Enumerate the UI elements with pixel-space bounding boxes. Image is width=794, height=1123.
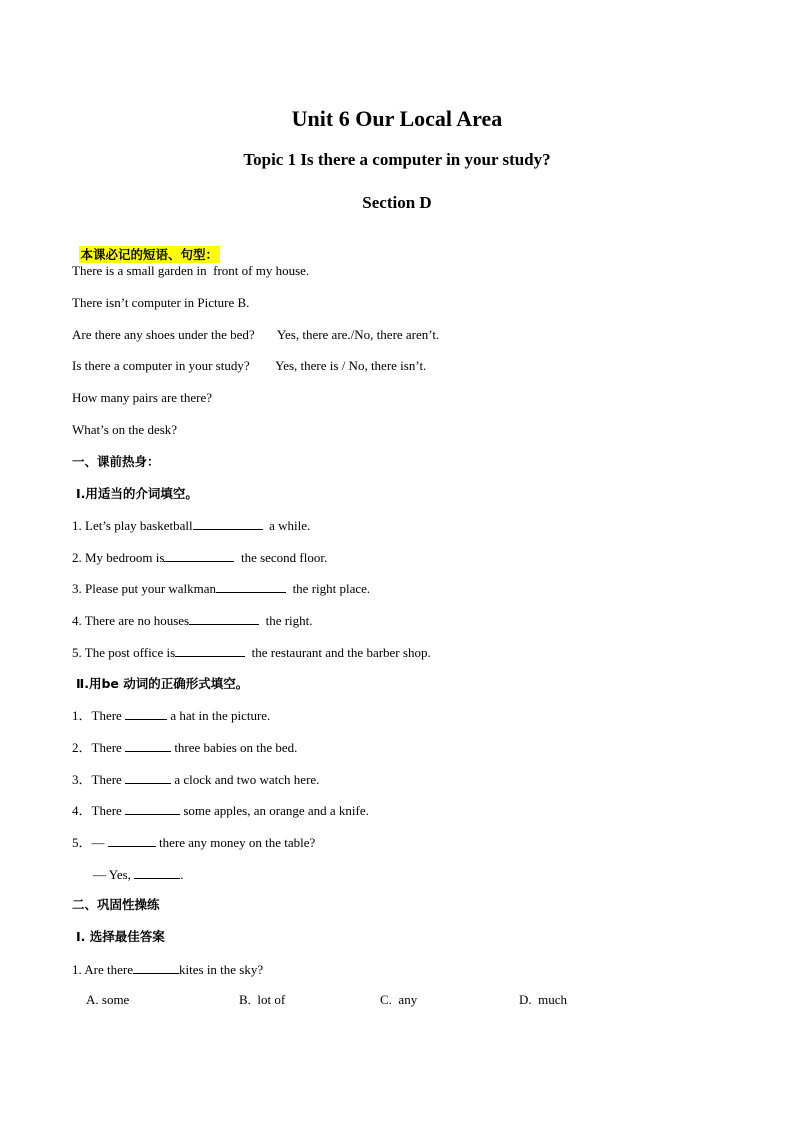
be-answer-text: . — [180, 867, 184, 882]
option-b[interactable]: B. lot of — [239, 992, 286, 1007]
option-d[interactable]: D. much — [519, 992, 568, 1007]
part1-sub1-heading: Ⅰ.用适当的介词填空。 — [76, 486, 198, 501]
phrase-line: What’s on the desk? — [72, 422, 178, 437]
fill-item-text: a while. — [269, 518, 311, 533]
be-item-text: a clock and two watch here. — [171, 772, 320, 787]
fill-item — [72, 580, 370, 597]
be-item — [72, 802, 369, 819]
fill-item — [72, 517, 310, 534]
fill-item — [72, 612, 313, 629]
fill-item — [72, 549, 327, 566]
be-answer — [93, 866, 183, 883]
part1-heading: 一、课前热身： — [72, 454, 160, 469]
mc-question — [72, 961, 263, 978]
answer-blank[interactable] — [125, 707, 167, 720]
mc-question-text: kites in the sky? — [179, 962, 264, 977]
be-answer-text: — Yes, — [93, 867, 135, 882]
fill-item-text: 5. The post office is — [72, 645, 176, 660]
section-title: Section D — [362, 193, 432, 212]
fill-item-text: 1. Let’s play basketball — [72, 518, 193, 533]
highlighted-heading: 本课必记的短语、句型： — [80, 247, 219, 262]
answer-blank[interactable] — [175, 644, 245, 657]
option-a[interactable]: A. some — [86, 992, 130, 1007]
answer-blank[interactable] — [134, 866, 180, 879]
answer-blank[interactable] — [125, 771, 171, 784]
be-item-text: 1．There — [72, 708, 126, 723]
be-item-text: 4．There — [72, 803, 126, 818]
part2-heading: 二、巩固性操练 — [72, 897, 160, 912]
must-remember-heading — [72, 231, 220, 263]
part1-sub2-heading: Ⅱ.用be 动词的正确形式填空。 — [76, 676, 249, 691]
be-item-text: three babies on the bed. — [171, 740, 298, 755]
mc-question-text: 1. Are there — [72, 962, 134, 977]
option-c[interactable]: C. any — [380, 992, 418, 1007]
phrase-line: Are there any shoes under the bed? Yes, there are./No, there aren’t. — [72, 327, 440, 342]
be-item — [72, 771, 319, 788]
be-item-text: 3．There — [72, 772, 126, 787]
fill-item-text: the right. — [265, 613, 313, 628]
phrase-line: Is there a computer in your study? Yes, there is / No, there isn’t. — [72, 358, 427, 373]
fill-item-text: the second floor. — [240, 550, 328, 565]
answer-blank[interactable] — [133, 961, 179, 974]
be-item — [72, 834, 315, 851]
fill-item-text: 4. There are no houses — [72, 613, 190, 628]
be-item-text: 2．There — [72, 740, 126, 755]
be-item — [72, 739, 297, 756]
answer-blank[interactable] — [193, 517, 263, 530]
answer-blank[interactable] — [216, 580, 286, 593]
answer-blank[interactable] — [125, 802, 180, 815]
phrase-line: How many pairs are there? — [72, 390, 213, 405]
phrase-line: There is a small garden in front of my house. — [72, 263, 310, 278]
unit-title: Unit 6 Our Local Area — [291, 106, 503, 131]
fill-item-text: the right place. — [292, 581, 371, 596]
be-item-text: a hat in the picture. — [167, 708, 271, 723]
be-item-text: 5．— — [72, 835, 108, 850]
part2-sub1-heading: Ⅰ. 选择最佳答案 — [76, 929, 165, 944]
answer-blank[interactable] — [108, 834, 156, 847]
fill-item — [72, 644, 431, 661]
answer-blank[interactable] — [189, 612, 259, 625]
be-item-text: some apples, an orange and a knife. — [180, 803, 369, 818]
topic-title: Topic 1 Is there a computer in your study? — [243, 150, 551, 169]
fill-item-text: 2. My bedroom is — [72, 550, 165, 565]
fill-item-text: 3. Please put your walkman — [72, 581, 217, 596]
phrase-line: There isn’t computer in Picture B. — [72, 295, 250, 310]
be-item-text: there any money on the table? — [155, 835, 316, 850]
be-item — [72, 707, 270, 724]
answer-blank[interactable] — [125, 739, 171, 752]
answer-blank[interactable] — [164, 549, 234, 562]
fill-item-text: the restaurant and the barber shop. — [251, 645, 431, 660]
